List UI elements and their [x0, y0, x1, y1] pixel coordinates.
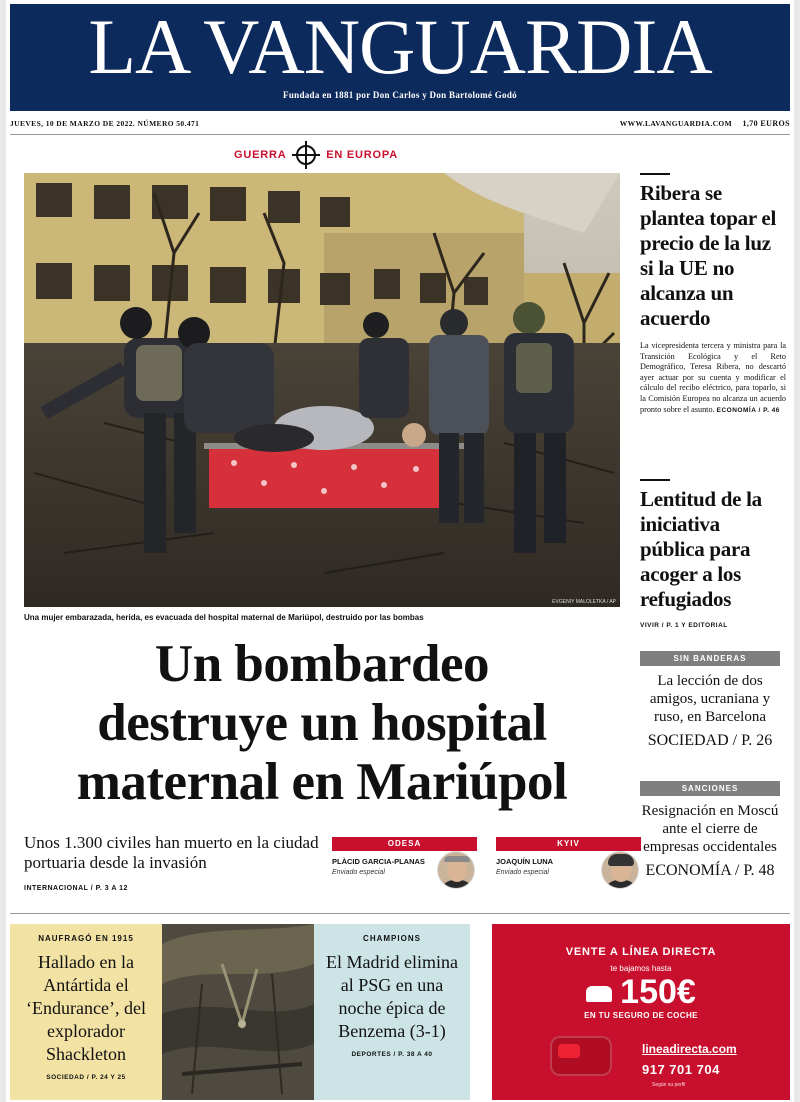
dateline-right: [620, 119, 790, 128]
byline-kyiv[interactable]: [496, 837, 641, 887]
sidebar-story-ribera[interactable]: [640, 181, 786, 416]
byline-name: JOAQUÍN LUNA: [496, 857, 554, 866]
sidebar-box-sin-banderas[interactable]: [640, 651, 780, 750]
lead-photo-illustration: [24, 173, 620, 607]
ad-amount-row: [492, 973, 790, 1011]
story-ref: ECONOMÍA / P. 46: [716, 406, 780, 414]
story-title: Lentitud de la iniciativa pública para acoger a los refugiados: [640, 487, 762, 611]
byline-tag: KYIV: [496, 837, 641, 851]
headline-line: maternal en Mariúpol: [76, 753, 568, 811]
date-number: JUEVES, 10 DE MARZO DE 2022. NÚMERO 50.471: [10, 119, 200, 128]
crosshair-icon: [296, 145, 316, 165]
ad-headline: VENTE A LÍNEA DIRECTA: [565, 946, 717, 958]
front-page: [6, 0, 794, 1102]
section-label-left: GUERRA: [234, 149, 287, 161]
box-ref: SOCIEDAD / P. 26: [647, 732, 773, 749]
author-avatar: [437, 851, 475, 889]
story-text: La vicepresidenta tercera y ministra para la Transición Ecológica y el Reto Demográfico, Teresa Ribera, no descartó ayer actuar por su cuenta y modificar el cálculo del recibo eléctrico, para toparlo, si la Comisión Europea no alcanza un acuerdo pronto sobre el asunto.: [640, 341, 786, 414]
ad-amount: 150€: [620, 973, 696, 1011]
photo-caption: Una mujer embarazada, herida, es evacuada del hospital maternal de Mariúpol, destruido por las bombas: [24, 613, 424, 622]
ad-fineprint: Según su perfil: [652, 1082, 686, 1088]
promo-tag: CHAMPIONS: [363, 934, 421, 943]
box-tag: SANCIONES: [640, 781, 780, 796]
promo-tag: NAUFRAGÓ EN 1915: [38, 934, 134, 943]
author-avatar: [601, 851, 639, 889]
sidebar-box-sanciones[interactable]: [640, 781, 780, 880]
lead-photo[interactable]: [24, 173, 620, 607]
story-ref: VIVIR / P. 1 Y EDITORIAL: [640, 622, 728, 629]
headline-line: Un bombardeo: [154, 635, 490, 693]
sidebar-story-refugiados[interactable]: [640, 487, 786, 629]
sidebar-rule: [640, 479, 670, 481]
box-title: Resignación en Moscú ante el cierre de empresas occidentales: [641, 803, 779, 855]
box-tag: SIN BANDERAS: [640, 651, 780, 666]
dateline: [10, 118, 790, 132]
story-body: [640, 341, 786, 416]
section-label-right: EN EUROPA: [326, 149, 398, 161]
promo-ref: DEPORTES / P. 38 A 40: [351, 1051, 433, 1058]
byline-odesa[interactable]: [332, 837, 477, 887]
main-headline[interactable]: [24, 635, 620, 812]
ad-phone-number[interactable]: 917 701 704: [642, 1062, 720, 1077]
ad-product: EN TU SEGURO DE COCHE: [584, 1011, 698, 1020]
byline-tag: ODESA: [332, 837, 477, 851]
promo-title: El Madrid elimina al PSG en una noche épica de Benzema (3-1): [326, 952, 458, 1041]
ad-subline: te bajamos hasta: [610, 964, 672, 973]
byline-name: PLÀCID GARCIA-PLANAS: [332, 857, 425, 866]
byline-role: Enviado especial: [496, 869, 549, 876]
story-title: Ribera se plantea topar el precio de la luz si la UE no alcanza un acuerdo: [640, 181, 776, 330]
founded-line: Fundada en 1881 por Don Carlos y Don Bartolomé Godó: [283, 90, 517, 100]
photo-credit: EVGENIY MALOLETKA / AP: [552, 599, 616, 605]
price: 1,70 EUROS: [742, 119, 790, 128]
subdeck-ref[interactable]: INTERNACIONAL / P. 3 A 12: [24, 885, 128, 892]
masthead: [10, 4, 790, 111]
promo-champions[interactable]: [314, 924, 470, 1100]
promo-title: Hallado en la Antártida el ‘Endurance’, del explorador Shackleton: [26, 952, 146, 1064]
website-link[interactable]: WWW.LAVANGUARDIA.COM: [619, 119, 733, 128]
subdeck-text: Unos 1.300 civiles han muerto en la ciudad portuaria desde la invasión: [24, 833, 319, 872]
newspaper-name: LA VANGUARDIA: [88, 3, 712, 90]
phone-illustration: [550, 1036, 612, 1076]
box-title: La lección de dos amigos, ucraniana y ruso, en Barcelona: [649, 673, 771, 725]
promo-ref: SOCIEDAD / P. 24 Y 25: [46, 1074, 126, 1081]
car-icon: [586, 986, 612, 1002]
shipwreck-illustration: [162, 924, 314, 1100]
subdeck: [24, 833, 324, 899]
main-section: [10, 134, 790, 914]
section-header: [10, 145, 622, 165]
box-ref: ECONOMÍA / P. 48: [645, 862, 775, 879]
byline-role: Enviado especial: [332, 869, 385, 876]
advertisement-linea-directa[interactable]: [492, 924, 790, 1100]
sidebar-rule: [640, 173, 670, 175]
promo-endurance[interactable]: [10, 924, 162, 1100]
promo-endurance-image[interactable]: [162, 924, 314, 1100]
ad-website-link[interactable]: lineadirecta.com: [642, 1042, 737, 1056]
headline-line: destruye un hospital: [97, 694, 547, 752]
